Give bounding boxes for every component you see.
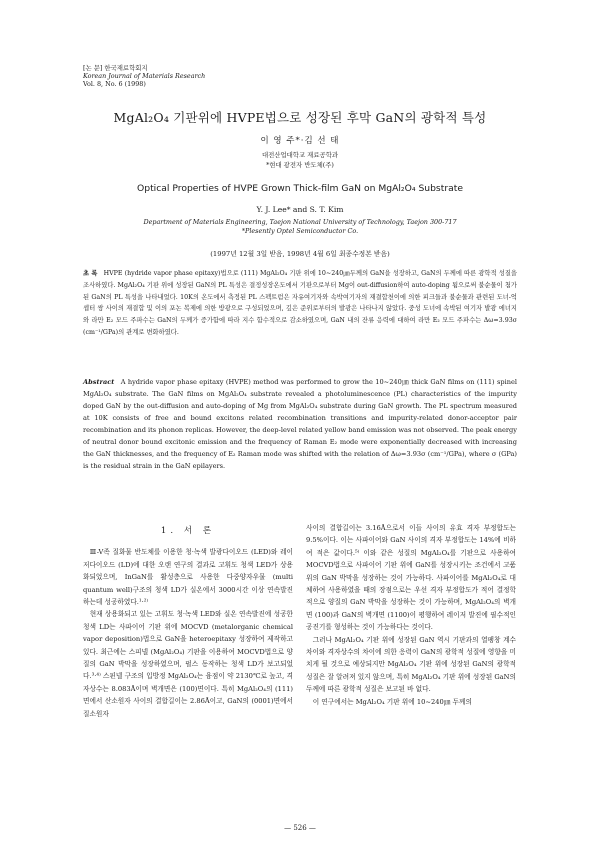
body-paragraph: 그러나 MgAl₂O₄ 기판 위에 성장된 GaN 역시 기판과의 열팽창 계수 차이와 격자상수의 차이에 의한 응력이 GaN의 광학적 성질에 영향을 미치게 될 것으로 예상되지만 MgAl₂O₄ 기판 위에 성장된 GaN의 광학적 성질은 잘 알려져 있지 않으며, 특히 MgAl₂O₄ 기판 위에 성장된 GaN의 두께에 따른 광학적 성질은 보고된 바 없다. (306, 635, 516, 694)
affiliations-english (0, 218, 600, 236)
body-left-column (83, 525, 293, 720)
affiliation-ko-2: *현대 광전자 반도체(주) (266, 161, 334, 169)
affiliation-ko-1: 대전산업대학교 재료공학과 (261, 151, 339, 159)
abstract-korean (83, 268, 517, 339)
body-paragraph: 사이의 결합길이는 3.16Å으로서 이들 사이의 유효 격자 부정합도는 9.5%이다. 이는 사파이어와 GaN 사이의 격자 부정합도는 14%에 비하여 적은 값이다.⁵⁾ 이와 같은 성질의 MgAl₂O₄를 기판으로 사용하여 MOCVD법으로 사파이어 기판 위에 GaN를 성장시키는 조건에서 고품위의 GaN 박막을 성장하는 것이 가능하다. 사파이어를 MgAl₂O₄로 대체하여 사용하였을 때의 장점으로는 우선 격자 부정합도가 적어 결정학적으로 양질의 GaN 박막을 성장하는 것이 가능하며, MgAl₂O₄의 벽개면 (100)과 GaN의 벽개면 (1100)이 평행하여 레이저 발진에 필수적인 공진기를 형성하는 것이 가능하다는 것이다. (306, 524, 516, 632)
abstract-english-text: A hydride vapor phase epitaxy (HVPE) method was performed to grow the 10~240㎛ thick GaN films on (111) spinel MgAl₂O₄ substrate. The GaN films on MgAl₂O₄ substrate revealed a photoluminescence (PL) characteristics of the impurity doped GaN by the out-diffusion and auto-doping of Mg from MgAl₂O₄ substrate during GaN growth. The PL spectrum measured at 10K consists of free and bound excitons related recombination transitions and impurity-related donor-acceptor pair recombination and its phonon replicas. However, the deep-level related yellow band emission was not observed. The peak energy of neutral donor bound excitonic emission and the frequency of Raman E₂ mode were exponentially decreased with increasing the GaN thicknesses, and the frequency of E₂ Raman mode was shifted with the relation of Δω=3.93σ (cm⁻¹/GPa), where σ (GPa) is the residual strain in the GaN epilayers. (83, 378, 518, 470)
affiliation-en-2: *Plesently Optel Semiconductor Co. (241, 227, 359, 235)
page-number: — 526 — (284, 824, 316, 832)
abstract-english-label: Abstract (83, 378, 115, 386)
body-right-column (306, 522, 516, 708)
body-paragraph: Ⅲ-V족 질화물 반도체를 이용한 청·녹색 발광다이오드 (LED)와 레이저다이오드 (LD)에 대한 오랜 연구의 결과로 고휘도 청색 LED가 상용화되었으며, InGaN를 활성층으로 사용한 다중양자우물 (multi quantum well)구조의 청색 LD가 실온에서 3000시간 이상 연속발진 하는데 성공하였다.¹·²⁾ (83, 548, 293, 607)
section-heading-introduction: 1. 서 론 (160, 526, 216, 536)
title-english: Optical Properties of HVPE Grown Thick-film GaN on MgAl₂O₄ Substrate (137, 183, 463, 194)
journal-header-line3: Vol. 8, No. 6 (1998) (83, 80, 146, 89)
journal-header-line1: [논 문] 한국재료학회지 (83, 64, 148, 72)
body-paragraph: 현재 상용화되고 있는 고휘도 청·녹색 LED와 실온 연속발진에 성공한 청색 LD는 사파이어 기판 위에 MOCVD (metalorganic chemical vapor deposition)법으로 GaN을 heteroepitaxy 성장하여 제작하고 있다. 최근에는 스피넬 (MgAl₂O₄) 기판을 이용하여 MOCVD법으로 양질의 GaN 박막을 성장하였으며, 펄스 동작하는 청색 LD가 보고되었다.³·⁴⁾ 스핀넬 구조의 입방정 MgAl₂O₄는 융점이 약 2130℃로 높고, 격자상수는 8.083Å이며 벽개면은 (100)면이다. 특히 MgAl₂O₄의 (111)면에서 산소원자 사이의 결합길이는 2.86Å이고, GaN의 (0001)면에서 질소원자 (83, 610, 293, 718)
journal-header (83, 64, 205, 89)
title-korean: MgAl₂O₄ 기판위에 HVPE법으로 성장된 후막 GaN의 광학적 특성 (113, 110, 487, 125)
affiliations-korean (0, 150, 600, 170)
authors-english: Y. J. Lee* and S. T. Kim (256, 205, 344, 214)
authors-korean: 이 영 주*·김 선 태 (260, 136, 340, 146)
abstract-korean-text: HVPE (hydride vapor phase epitaxy)법으로 (111) MgAl₂O₄ 기판 위에 10~240㎛두께의 GaN을 성장하고, GaN의 두께에 따른 광학적 성질을 조사하였다. MgAl₂O₄ 기판 위에 성장된 GaN의 PL 특성은 결정성장온도에서 기판으로부터 Mg이 out-diffusion하여 auto-doping 됨으로써 불순물이 첨가된 GaN의 PL 특성을 나타내었다. 10K의 온도에서 측정된 PL 스펙트럼은 자유여기자와 속박여기자의 재결합천이에 의한 피크들과 불순물과 관련된 도너-억셉터 쌍 사이의 재결합 및 이의 포논 복제에 의한 방광으로 구성되었으며, 깊은 준위로부터의 발광은 나타나지 않았다. 중성 도너에 속박된 여기자 발광 에너지와 라만 E₂ 모드 주파수는 GaN의 두께가 증가함에 따라 지수 함수적으로 감소하였으며, GaN 내의 잔류 응력에 대하여 라만 E₂ 모드 주파수는 Δω=3.93σ (cm⁻¹/GPa)의 관계로 변화하였다. (83, 270, 517, 336)
journal-header-line2: Korean Journal of Materials Research (83, 72, 206, 81)
received-dates: (1997년 12월 3일 받음, 1998년 4월 6일 최종수정본 받음) (210, 250, 390, 258)
body-paragraph: 이 연구에서는 MgAl₂O₄ 기판 위에 10~240㎛ 두께의 (312, 697, 472, 706)
affiliation-en-1: Department of Materials Engineering, Taejon National University of Technology, Taejon 300-717 (143, 218, 457, 226)
abstract-korean-label: 초 록 (83, 270, 98, 277)
abstract-english (83, 376, 517, 472)
